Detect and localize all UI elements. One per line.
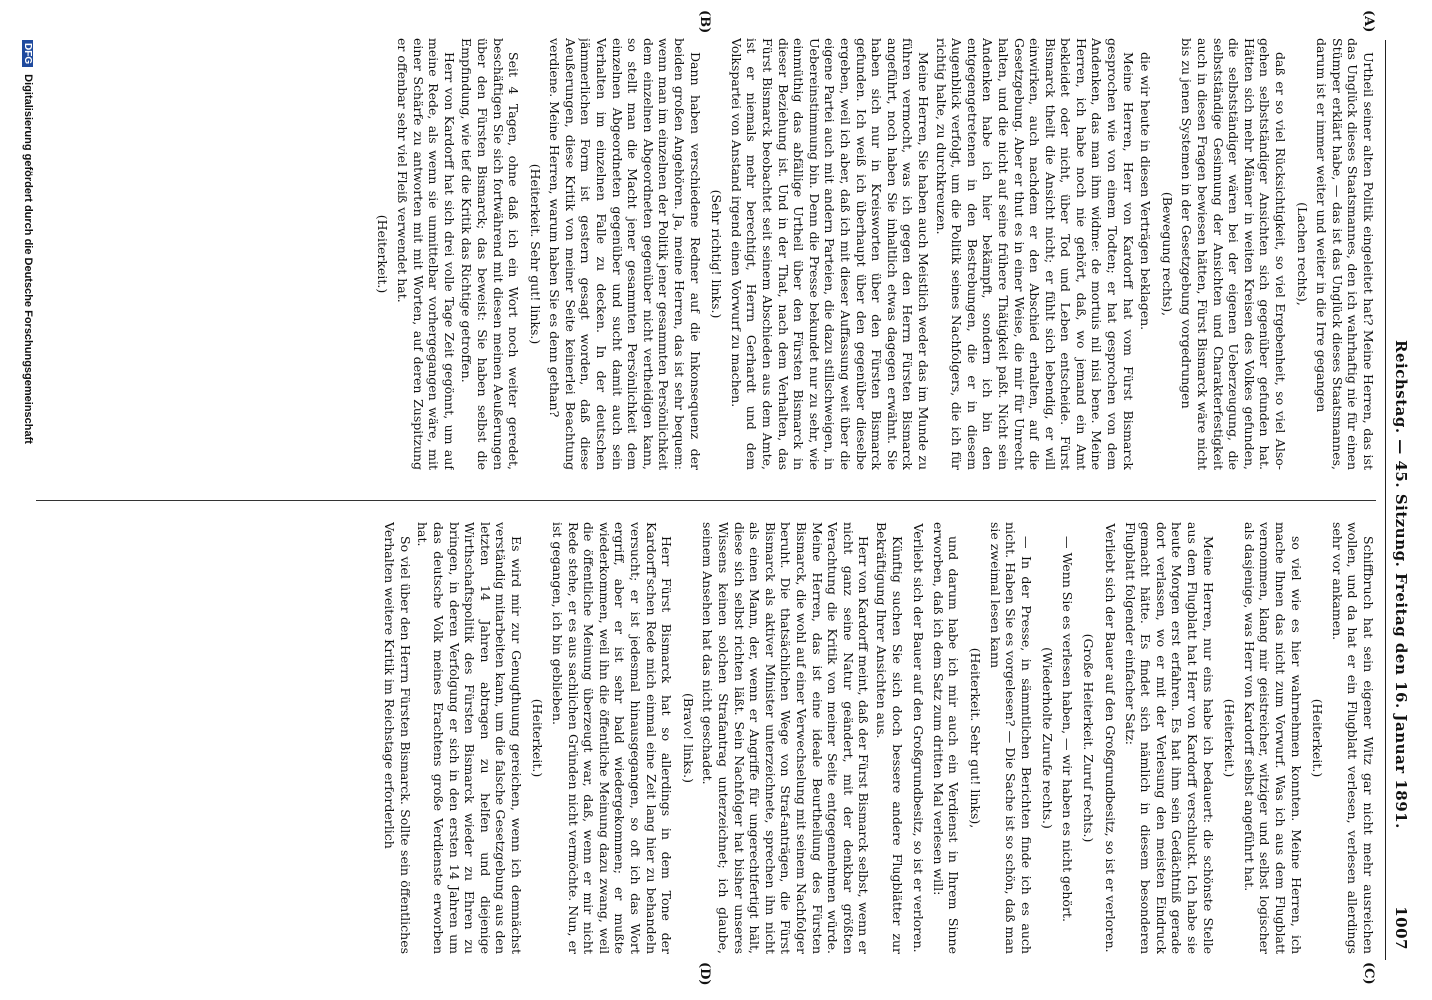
paragraph: So viel über den Herrn Fürsten Bismarck. Sollte sein öffentliches Verhalten weitere Kritik im Reichstage erforderlich — [382, 522, 413, 954]
margin-letter-a: (A) — [1361, 10, 1376, 33]
header-title: Reichstag. — 45. Sitzung. Freitag den 16. Januar 1891. — [1392, 340, 1410, 829]
remark: (Große Heiterkeit. Zuruf rechts.) — [1081, 633, 1097, 843]
right-column — [36, 522, 1376, 954]
paragraph: Dann haben verschiedene Redner auf die Inkonsequenz der beiden großen Angehören. Ja, meine Herren, das ist sehr bequem: wenn man im einzelnen der Politik jener gesammten Persönlichkeit dem einzelnen Abgeordneten gegenüber nicht vertheidigen kann, so stellt man die Macht jener gesammten Persönlichkeit dem einzelnen Abgeordneten gegenüber und sucht damit auch sein Verhalten im einzelnen Falle zu decken. In der deutschen jämmerlichen Form ist gestern gesagt worden, daß diese Aeußerungen, diese Kritik von meiner Seite keinerlei Beachtung verdiene. Meine Herren, warum haben Sie es denn gethan? — [547, 38, 703, 470]
remark: (Heiterkeit. Sehr gut! links.) — [527, 163, 543, 345]
remark: (Sehr richtig! links.) — [709, 189, 725, 319]
paragraph: Urtheil seiner alten Politik eingeleitet hat? Meine Herren, das ist das Unglück dieses Staatsmannes, den ich wahrhaftig nie für einen Stümper erklärt habe, — das ist das Unglück dieses Staatsmannes, darum ist er immer weiter und weiter in die Irre gegangen — [1314, 38, 1376, 470]
remark: Verliebt sich der Bauer auf den Großgrundbesitz, so ist er verloren. — [911, 523, 927, 953]
margin-letter-c: (C) — [1361, 962, 1376, 985]
paragraph: — Wenn Sie es verlesen haben, — wir haben es nicht gehört. — [1059, 536, 1075, 922]
remark: (Bewegung rechts), — [1159, 191, 1175, 317]
paragraph: die wir heute in diesen Verträgen beklagen. — [1138, 52, 1154, 331]
left-column — [36, 38, 1376, 470]
paragraph: Seit 4 Tagen, ohne daß ich ein Wort noch weiter geredet, beschäftigen Sie sich fortwährend mit diesen meinen Aeußerungen über den Fürsten Bismarck; das beweist: Sie haben selbst die Empfindung, wie tief die Kritik das Richtige getroffen. — [459, 38, 522, 470]
remark: (Heiterkeit.) — [530, 698, 546, 778]
paragraph: Herr von Kardorff meint, daß der Fürst Bismarck selbst, wenn er nicht ganz seine Natur geändert, mit der denkbar größten Verachtung die Kritik von meiner Seite entgegennehmen würde. Meine Herren, das ist eine ideale Beurtheilung des Fürsten Bismarck, die wohl auf einer Verwechselung mit seinem Nachfolger beruht. Die thatsächlichen Wege von Straf-anträgen, die Fürst Bismarck als aktiver Minister unterzeichnete, sprechen ihn nicht als einen Mann, der, wenn er Angriffe für ungerechtfertigt hält, diese sich selbst richten läßt. Sein Nachfolger hat bisher unseres Wissens keinen solchen Strafantrag unterzeichnet; ich glaube, seinem Ansehen hat das nicht geschadet. — [700, 522, 872, 954]
margin-letter-d: (D) — [697, 962, 712, 986]
paragraph: — In der Presse, in sämmtlichen Berichten finde ich es auch nicht. Haben Sie es vorgelesen? — Die Sache ist so schön, daß man sie zweimal lesen kann — [987, 522, 1034, 954]
remark: (Heiterkeit.) — [1222, 698, 1238, 778]
paragraph: daß er so viel Rücksichtigkeit, so viel Ergebenheit, so viel Also-gehen selbstständiger Ansichten sich gegenüber gefunden hat. Hätten sich mehr Männer in weiten Kreisen des Volkes gefunden, die selbstständiger wären bei der eigenen Ueberzeugung, die selbstständige Gesinnung der Ansichten und Charakterfestigkeit auch in diesen Fragen bewiesen hätten, Fürst Bismarck wäre nicht bis zu jenen Systemen in der Gesetzgebung vorgedrungen — [1179, 38, 1289, 470]
paragraph: so viel wie es hier wahrnehmen konnten. Meine Herren, ich mache Ihnen das nicht zum Vorwurf. Was ich aus dem Flugblatt vernommen, klang mir geistreicher, witziger und selbst logischer als dasjenige, was Herr von Kardorff selbst angeführt hat. — [1241, 522, 1304, 954]
page-number: 1007 — [1392, 906, 1410, 950]
remark: (Bravo! links.) — [680, 693, 696, 783]
paragraph: Schiffbruch hat sein eigener Witz gar nicht mehr ausreichen wollen, und da hat er ein Flugblatt verlesen, verlesen allerdings sehr vor ankamen. — [1329, 522, 1376, 954]
paragraph: Herr Fürst Bismarck hat so allerdings in dem Tone der Kardorff'schen Rede mich einmal eine Zeit lang hier zu behandeln versucht; er ist jedesmal hinausgegangen, so oft ich das Wort ergriff, aber er ist sehr bald wiedergekommen; er mußte wiederkommen, weil ihn die öffentliche Meinung dazu zwang, weil die öffentliche Meinung überzeugt war, daß, wenn er mir nicht Rede stehe, er es aus sachlichen Gründen nicht vermöchte. Nun, er ist gegangen, ich bin geblieben. — [550, 522, 675, 954]
remark: Verliebt sich der Bauer auf den Großgrundbesitz, so ist er verloren. — [1103, 523, 1119, 953]
margin-letter-b: (B) — [697, 10, 712, 34]
dfg-logo: DFG — [22, 40, 33, 67]
paragraph: Es wird mir zur Genugthuung gereichen, wenn ich demnächst verständig mitarbeiten kann, um die falsche Gesetzgebung aus den letzten 14 Jahren abtragen zu helfen und diejenige Wirthschaftspolitik des Fürsten Bismarck wieder zu Ehren zu bringen, in deren Verfolgung er sich in den ersten 14 Jahren um das deutsche Volk meines Erachtens große Verdienste erworben hat. — [415, 522, 524, 954]
remark: (Heiterkeit. Sehr gut! links), — [967, 647, 983, 829]
remark: (Heiterkeit.) — [375, 214, 391, 294]
paragraph: Herr von Kardorff hat sich drei volle Tage Zeit gegönnt, um auf meine Rede, als wenn sie unmittelbar vorhergegangen wäre, mit einer Schärfe zu antworten mit mit Worten, auf deren Zuspitzung er offenbar sehr viel Fleiß verwendet hat. — [394, 38, 457, 470]
running-header — [1386, 40, 1410, 980]
digitization-footer — [22, 40, 34, 960]
column-divider — [36, 500, 1376, 501]
header-rule — [1385, 40, 1386, 960]
paragraph: Meine Herren, Sie haben auch Meistlich weder das im Munde zu führen vermocht, was ich gegen den Herrn Fürsten Bismarck angeführt, noch haben Sie inhaltlich etwas dagegen erwähnt. Sie haben sich nur in Kreisworten über den Fürsten Bismarck gefunden. Ich weiß ich überhaupt über den gegenüber dieselbe ergeben, weil ich aber, daß ich mit dieser Auffassung weit über die eigene Partei auch mit andern Parteien, die dazu stillschweigen, in Uebereinstimmung bin. Denn die Presse bekundet nur zu sehr, wie einmüthig das abfällige Urtheil über den Fürsten Bismarck in dieser Beziehung ist. Und in der That, nach dem Verhalten, das Fürst Bismarck beobachtet seit seinem Abschieden aus dem Amte, ist er niemals mehr berechtigt, Herrn Gerhardt und dem Volkspartei von Anstand irgend einen Vorwurf zu machen. — [728, 38, 931, 470]
remark: (Lachen rechts), — [1294, 202, 1310, 306]
paragraph: Künftig suchen Sie sich doch bessere andere Flugblätter zur Bekräftigung Ihrer Ansichten aus. — [873, 522, 905, 954]
footer-text: Digitalisierung gefördert durch die Deutsche Forschungsgemeinschaft — [22, 74, 34, 444]
remark: (Wiederholte Zurufe rechts.) — [1040, 647, 1056, 829]
paragraph: Meine Herren, Herr von Kardorff hat vom Fürst Bismarck gesprochen wie von einem Todten; er hat gesprochen von dem Andenken, das man ihm widme: de mortuis nil nisi bene. Meine Herren, ich habe noch nie gehört, daß, wo jemand ein Amt bekleidet oder nicht, über Tod und Leben entscheide. Fürst Bismarck theilt die Ansicht nicht; er fühlt sich lebendig, er will einwirken, auch nachdem er den Abschied erhalten, auf die Gesetzgebung. Aber er thut es in einer Weise, die mir für Unrecht halten, und die nicht auf seine frühere Thätigkeit paßt. Nicht sein Andenken habe ich hier bekämpft, sondern ich bin den entgegengetretenen in den Bestrebungen, die er in diesem Augenblick verfolgt, um die Politik seines Nachfolgers, die ich für richtig halte, zu durchkreuzen. — [933, 38, 1136, 470]
remark: (Heiterkeit.) — [1310, 698, 1326, 778]
paragraph: und darum habe ich mir auch ein Verdienst in Ihrem Sinne erworben, daß ich dem Satz zum dritten Mal verlesen will: — [930, 522, 962, 954]
paragraph: Meine Herren, nur eins habe ich bedauert: die schönste Stelle aus dem Flugblatt hat Herr von Kardorff verschluckt. Ich habe sie heute Morgen erst erfahren. Es hat ihm sein Gedächtniß gerade dort verlassen, wo er mit der Verlesung den meisten Eindruck gemacht hätte. Es findet sich nämlich in diesem besonderen Flugblatt folgender einfacher Satz: — [1122, 522, 1216, 954]
